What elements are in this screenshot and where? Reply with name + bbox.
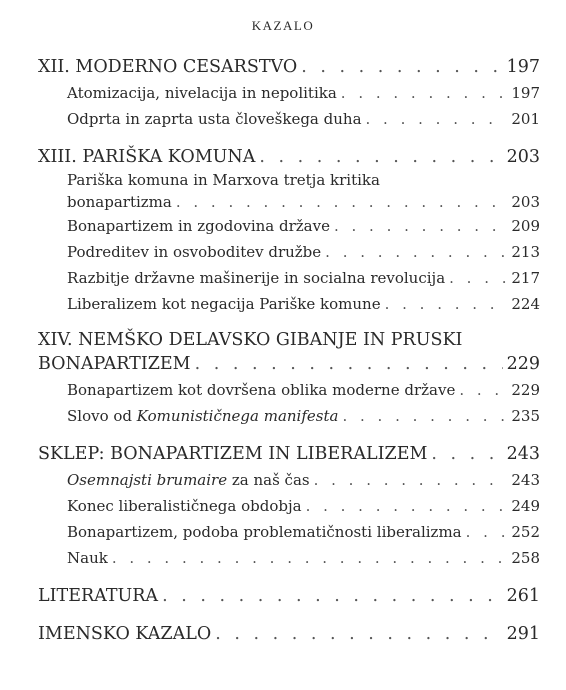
- section-title: Bonapartizem, podoba problematičnosti liberalizma: [67, 523, 462, 541]
- chapter-title-line2: BONAPARTIZEM: [38, 354, 191, 374]
- dot-leader: [259, 144, 502, 170]
- dot-leader: [466, 519, 508, 545]
- chapter-title: SKLEP: BONAPARTIZEM IN LIBERALIZEM: [38, 444, 428, 464]
- toc-section: [38, 239, 540, 265]
- dot-leader: [314, 467, 508, 493]
- dot-leader: [334, 213, 507, 239]
- toc-section: [38, 80, 540, 106]
- table-of-contents: [38, 54, 540, 647]
- toc-section: [38, 265, 540, 291]
- page-number: 203: [511, 193, 540, 211]
- chapter-title: IMENSKO KAZALO: [38, 624, 212, 644]
- dot-leader: [459, 377, 507, 403]
- section-title-italic: Osemnajsti brumaire: [67, 471, 228, 489]
- section-title: Podreditev in osvoboditev družbe: [67, 243, 322, 261]
- section-title-line2-row: [67, 191, 540, 213]
- dot-leader: [341, 80, 508, 106]
- chapter-title: LITERATURA: [38, 586, 159, 606]
- toc-section: [38, 519, 540, 545]
- section-title: Konec liberalističnega obdobja: [67, 497, 302, 515]
- chapter-title-line1: XIV. NEMŠKO DELAVSKO GIBANJE IN PRUSKI: [38, 330, 463, 350]
- dot-leader: [195, 351, 503, 377]
- page-number: 235: [511, 407, 540, 425]
- page-number: 249: [511, 497, 540, 515]
- section-title: Razbitje državne mašinerije in socialna revolucija: [67, 269, 446, 287]
- dot-leader: [306, 493, 508, 519]
- chapter-title-line2-row: [38, 351, 540, 377]
- page-number: 201: [511, 110, 540, 128]
- page-number: 229: [506, 354, 540, 374]
- dot-leader: [366, 106, 508, 132]
- toc-section: [38, 403, 540, 429]
- page-number: 261: [506, 586, 540, 606]
- page-number: 224: [511, 295, 540, 313]
- toc-chapter-xiv: [38, 329, 540, 377]
- toc-imensko-kazalo: [38, 621, 540, 647]
- dot-leader: [176, 191, 508, 213]
- toc-section: [38, 467, 540, 493]
- toc-section: [38, 545, 540, 571]
- section-title: [67, 467, 310, 493]
- toc-chapter-xiii: [38, 144, 540, 170]
- chapter-title: XII. MODERNO CESARSTVO: [38, 57, 298, 77]
- page-header: KAZALO: [251, 18, 315, 33]
- toc-chapter-xii: [38, 54, 540, 80]
- dot-leader: [385, 291, 508, 317]
- dot-leader: [325, 239, 507, 265]
- section-title: Nauk: [67, 549, 108, 567]
- section-title-plain: Slovo od: [67, 407, 137, 425]
- section-title: Bonapartizem kot dovršena oblika moderne države: [67, 381, 456, 399]
- toc-section: [38, 377, 540, 403]
- page-number: 243: [511, 471, 540, 489]
- chapter-title: XIII. PARIŠKA KOMUNA: [38, 147, 256, 167]
- section-title-plain: za naš čas: [227, 471, 310, 489]
- section-title-line2: bonapartizma: [67, 193, 172, 211]
- section-title: Liberalizem kot negacija Pariške komune: [67, 295, 381, 313]
- page-number: 203: [506, 147, 540, 167]
- page-number: 258: [511, 549, 540, 567]
- section-title-italic: Komunističnega manifesta: [136, 407, 339, 425]
- dot-leader: [162, 583, 503, 609]
- page-number: 213: [511, 243, 540, 261]
- toc-section: [38, 213, 540, 239]
- dot-leader: [301, 54, 502, 80]
- toc-literatura: [38, 583, 540, 609]
- toc-section: [38, 106, 540, 132]
- section-title-line1: Pariška komuna in Marxova tretja kritika: [67, 171, 380, 189]
- toc-section: [38, 291, 540, 317]
- page-number: 291: [506, 624, 540, 644]
- page-number: 197: [511, 84, 540, 102]
- toc-section: [38, 493, 540, 519]
- toc-chapter-sklep: [38, 441, 540, 467]
- page-number: 197: [506, 57, 540, 77]
- dot-leader: [215, 621, 502, 647]
- page-number: 229: [511, 381, 540, 399]
- page-number: 209: [511, 217, 540, 235]
- section-title: [67, 403, 338, 429]
- page-number: 243: [506, 444, 540, 464]
- section-title: Odprta in zaprta usta človeškega duha: [67, 110, 362, 128]
- dot-leader: [342, 403, 507, 429]
- dot-leader: [449, 265, 507, 291]
- section-title: Bonapartizem in zgodovina države: [67, 217, 330, 235]
- dot-leader: [431, 441, 502, 467]
- page-number: 252: [511, 523, 540, 541]
- page-number: 217: [511, 269, 540, 287]
- section-title: Atomizacija, nivelacija in nepolitika: [67, 84, 337, 102]
- toc-section-multiline: [38, 170, 540, 213]
- dot-leader: [112, 545, 508, 571]
